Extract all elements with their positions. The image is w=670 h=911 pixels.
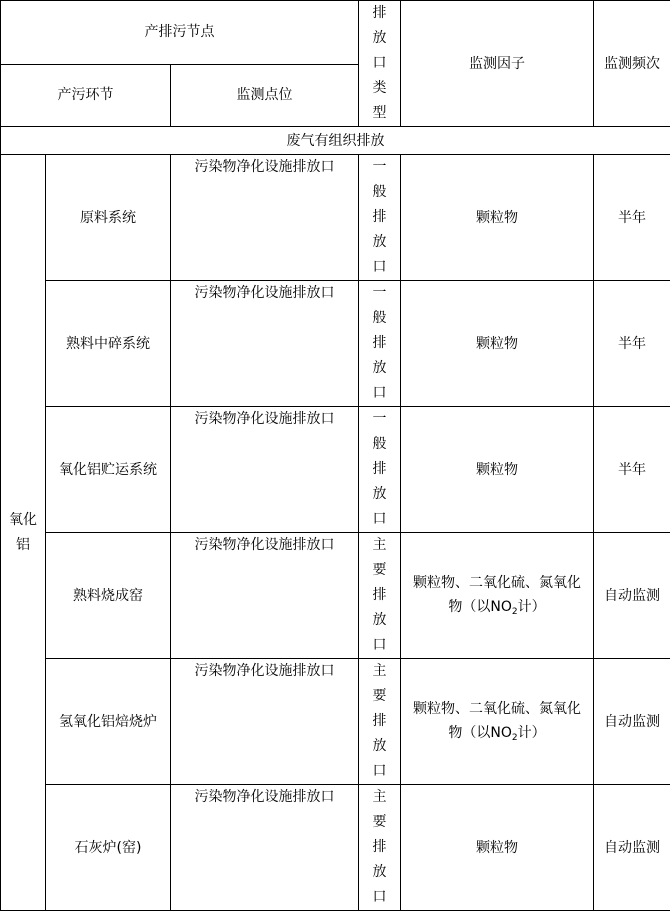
factor-text: 颗粒物、二氧化硫、氮氧化物（以NO xyxy=(413,701,581,741)
outlet-type-text: 主要排放口 xyxy=(372,533,388,658)
outlet-type-text: 主要排放口 xyxy=(372,785,388,910)
point-cell: 污染物净化设施排放口 xyxy=(171,533,359,659)
header-monitor-point: 监测点位 xyxy=(171,64,359,127)
outlet-type-text: 主要排放口 xyxy=(372,659,388,784)
factor-cell: 颗粒物 xyxy=(401,407,594,533)
factor-cell: 颗粒物 xyxy=(401,155,594,281)
point-cell: 污染物净化设施排放口 xyxy=(171,407,359,533)
outlet-type-cell xyxy=(359,659,401,785)
factor-text: 颗粒物、二氧化硫、氮氧化物（以NO xyxy=(413,575,581,615)
table-row xyxy=(1,785,670,911)
factor-cell: 颗粒物 xyxy=(401,785,594,911)
category-text: 氧化铝 xyxy=(8,508,38,558)
outlet-type-text: 一般排放口 xyxy=(372,281,388,406)
factor-cell: 颗粒物 xyxy=(401,281,594,407)
process-cell: 熟料烧成窑 xyxy=(46,533,171,659)
point-cell: 污染物净化设施排放口 xyxy=(171,659,359,785)
frequency-cell: 自动监测 xyxy=(594,785,670,911)
process-cell: 原料系统 xyxy=(46,155,171,281)
factor-text-end: 计） xyxy=(518,725,546,741)
frequency-cell: 半年 xyxy=(594,407,670,533)
table-row xyxy=(1,407,670,533)
outlet-type-text: 一般排放口 xyxy=(372,155,388,280)
process-cell: 熟料中碎系统 xyxy=(46,281,171,407)
point-cell: 污染物净化设施排放口 xyxy=(171,281,359,407)
section-title: 废气有组织排放 xyxy=(1,127,670,155)
header-group-title: 产排污节点 xyxy=(1,1,359,65)
outlet-type-cell xyxy=(359,155,401,281)
table-row xyxy=(1,281,670,407)
frequency-cell: 自动监测 xyxy=(594,533,670,659)
outlet-type-cell xyxy=(359,533,401,659)
table-row xyxy=(1,155,670,281)
header-outlet-type xyxy=(359,1,401,127)
factor-subscript: 2 xyxy=(512,733,518,743)
header-process: 产污环节 xyxy=(1,64,171,127)
factor-cell xyxy=(401,533,594,659)
header-frequency: 监测频次 xyxy=(594,1,670,127)
outlet-type-cell xyxy=(359,785,401,911)
table-row xyxy=(1,659,670,785)
process-cell: 氧化铝贮运系统 xyxy=(46,407,171,533)
header-factor: 监测因子 xyxy=(401,1,594,127)
factor-text-end: 计） xyxy=(518,599,546,615)
table-row xyxy=(1,533,670,659)
factor-subscript: 2 xyxy=(512,607,518,617)
factor-cell xyxy=(401,659,594,785)
frequency-cell: 半年 xyxy=(594,155,670,281)
outlet-type-text: 一般排放口 xyxy=(372,407,388,532)
process-cell: 石灰炉(窑) xyxy=(46,785,171,911)
outlet-type-cell xyxy=(359,281,401,407)
frequency-cell: 自动监测 xyxy=(594,659,670,785)
header-outlet-type-text: 排放口类型 xyxy=(372,1,388,126)
frequency-cell: 半年 xyxy=(594,281,670,407)
process-cell: 氢氧化铝焙烧炉 xyxy=(46,659,171,785)
outlet-type-cell xyxy=(359,407,401,533)
point-cell: 污染物净化设施排放口 xyxy=(171,155,359,281)
point-cell: 污染物净化设施排放口 xyxy=(171,785,359,911)
category-cell xyxy=(1,155,46,911)
